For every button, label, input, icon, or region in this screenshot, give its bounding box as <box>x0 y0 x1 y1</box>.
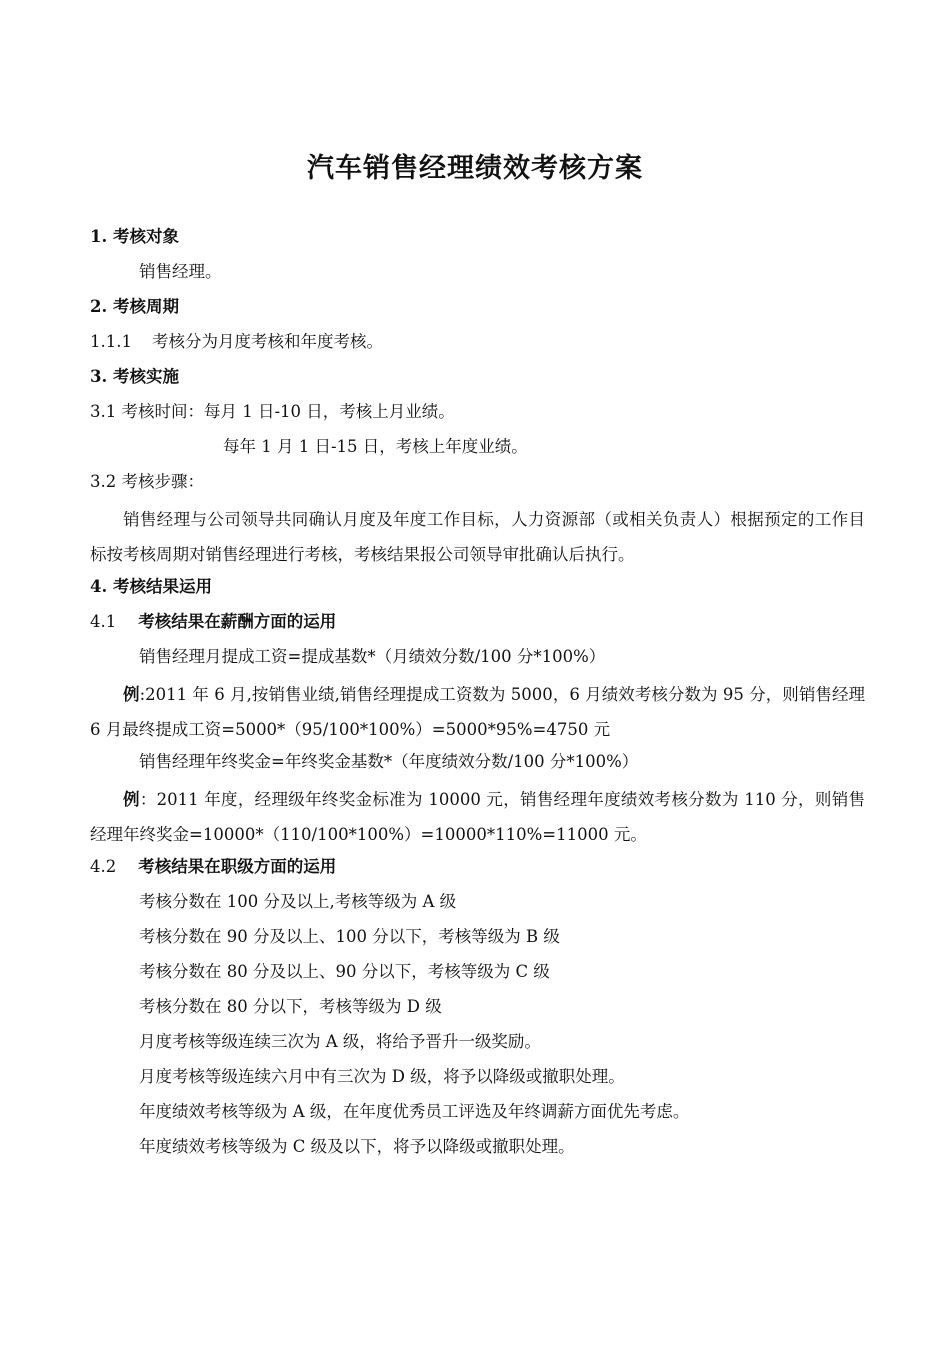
section-4-heading: 4. 考核结果运用 <box>90 577 212 596</box>
grade-rule-a: 考核分数在 100 分及以上,考核等级为 A 级 <box>139 892 457 911</box>
grade-rule-c: 考核分数在 80 分及以上、90 分以下，考核等级为 C 级 <box>139 962 550 981</box>
section-2-item <box>90 331 383 353</box>
example-monthly-commission <box>90 677 865 747</box>
grade-rule-b: 考核分数在 90 分及以上、100 分以下，考核等级为 B 级 <box>139 927 560 946</box>
section-4-2-title: 考核结果在职级方面的运用 <box>138 857 337 876</box>
rule-promotion: 月度考核等级连续三次为 A 级，将给予晋升一级奖励。 <box>139 1032 541 1051</box>
rule-annual-demotion: 年度绩效考核等级为 C 级及以下，将予以降级或撤职处理。 <box>139 1137 575 1156</box>
section-4-1-number: 4.1 <box>90 612 117 631</box>
section-3-time-line-1: 3.1 考核时间：每月 1 日-10 日，考核上月业绩。 <box>90 402 455 421</box>
section-1-body: 销售经理。 <box>139 262 222 281</box>
document-title: 汽车销售经理绩效考核方案 <box>307 153 643 184</box>
formula-monthly-commission: 销售经理月提成工资=提成基数*（月绩效分数/100 分*100%） <box>139 647 606 666</box>
formula-annual-bonus: 销售经理年终奖金=年终奖金基数*（年度绩效分数/100 分*100%） <box>139 752 639 771</box>
rule-annual-a-priority: 年度绩效考核等级为 A 级，在年度优秀员工评选及年终调薪方面优先考虑。 <box>139 1102 690 1121</box>
section-2-item-number: 1.1.1 <box>90 332 132 351</box>
section-3-steps-text: 销售经理与公司领导共同确认月度及年度工作目标，人力资源部（或相关负责人）根据预定的工作目标按考核周期对销售经理进行考核，考核结果报公司领导审批确认后执行。 <box>90 510 865 564</box>
section-4-2-number: 4.2 <box>90 857 117 876</box>
section-4-1-heading <box>90 611 336 633</box>
section-2-heading: 2. 考核周期 <box>90 297 179 316</box>
section-3-heading: 3. 考核实施 <box>90 367 179 386</box>
section-4-1-title: 考核结果在薪酬方面的运用 <box>138 612 337 631</box>
section-4-2-heading <box>90 856 336 878</box>
rule-demotion-monthly: 月度考核等级连续六月中有三次为 D 级，将予以降级或撤职处理。 <box>139 1067 625 1086</box>
example-2-text: ：2011 年度，经理级年终奖金标准为 10000 元，销售经理年度绩效考核分数为 110 分，则销售经理年终奖金=10000*（110/100*100%）=10000*110%=11000 元。 <box>90 790 866 844</box>
example-2-label: 例 <box>123 790 140 809</box>
grade-rule-d: 考核分数在 80 分以下，考核等级为 D 级 <box>139 997 442 1016</box>
section-3-time-line-2: 每年 1 月 1 日-15 日，考核上年度业绩。 <box>223 437 528 456</box>
example-annual-bonus <box>90 782 865 852</box>
section-1-heading: 1. 考核对象 <box>90 227 179 246</box>
example-1-label: 例 <box>123 685 140 704</box>
example-1-text: :2011 年 6 月,按销售业绩,销售经理提成工资数为 5000，6 月绩效考核分数为 95 分，则销售经理 6 月最终提成工资=5000*（95/100*100%）=5000*95%=4750 元 <box>90 685 865 739</box>
section-2-item-text: 考核分为月度考核和年度考核。 <box>151 332 383 351</box>
section-3-steps-label: 3.2 考核步骤： <box>90 472 204 491</box>
